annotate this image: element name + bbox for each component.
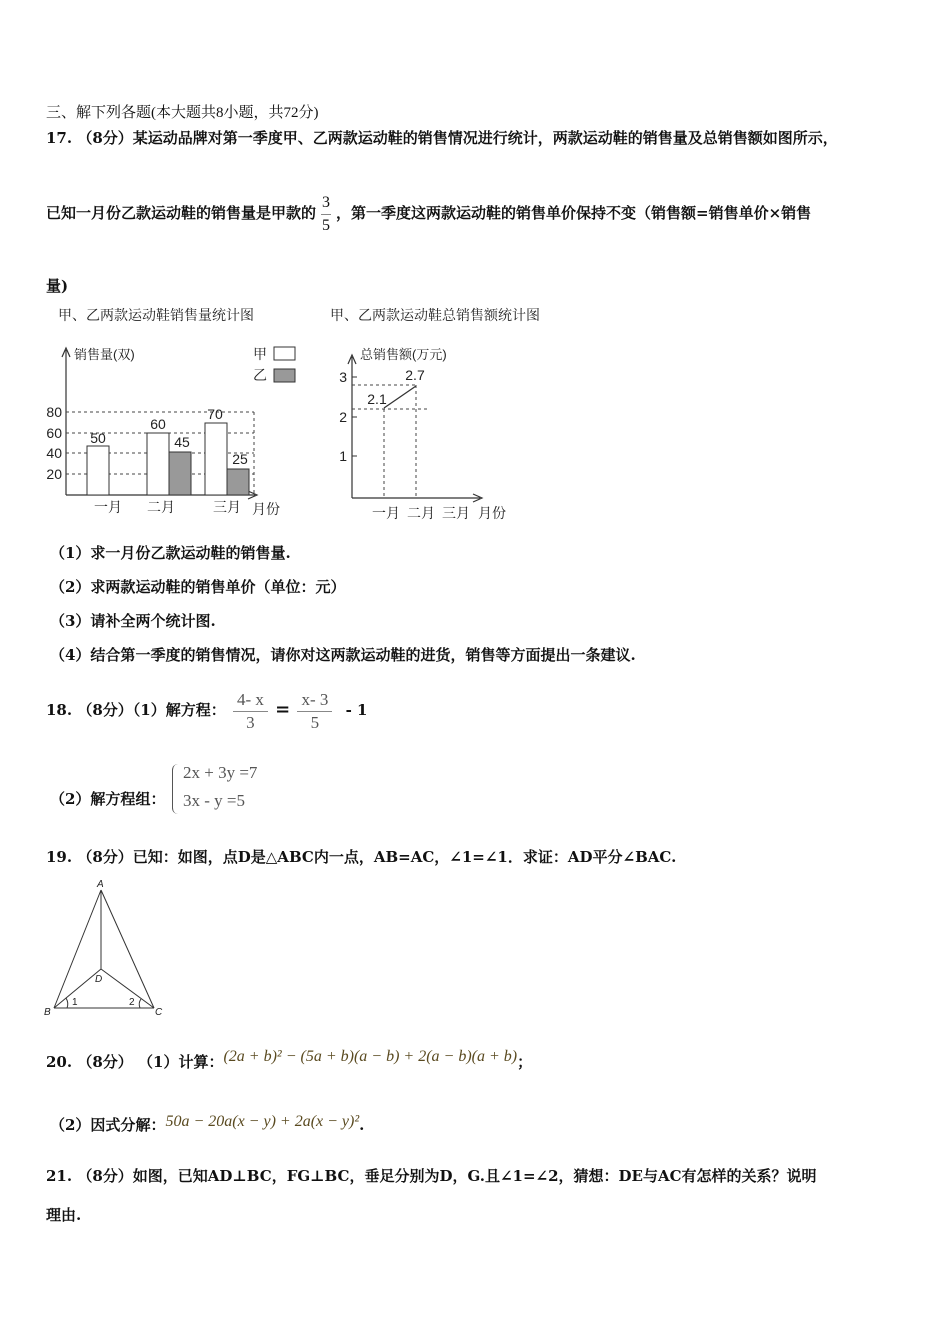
- xlabel-jan: 一月: [372, 505, 400, 521]
- q17-stem-line2: [46, 188, 811, 238]
- fraction-denominator: 3: [246, 712, 255, 732]
- fraction-numerator: x- 3: [301, 689, 329, 709]
- ytick-1: 1: [339, 448, 347, 464]
- vertex-label-d: D: [95, 974, 103, 985]
- xlabel-feb: 二月: [407, 505, 435, 521]
- line-chart-ylabel: 总销售额(万元): [360, 347, 447, 362]
- vertex-label-a: A: [97, 879, 104, 890]
- q20-part2-label: （2）因式分解：: [50, 1116, 166, 1134]
- bar-jan-jia: [87, 446, 109, 495]
- bar-mar-jia: [205, 423, 227, 495]
- system-eq-1: 2x + 3y =7: [183, 763, 258, 782]
- bar-feb-yi: [169, 452, 191, 495]
- vertex-label-c: C: [155, 1007, 163, 1018]
- q18-points: （8分）: [77, 701, 133, 719]
- q20-number: 20.: [46, 1053, 73, 1071]
- label-feb-total: 2.7: [405, 367, 425, 383]
- line-chart-xlabel: 月份: [478, 505, 506, 521]
- legend-yi-swatch: [274, 369, 295, 382]
- angle-label-2: 2: [129, 997, 135, 1008]
- fraction-numerator: 4- x: [236, 689, 264, 709]
- q17-sub-2: （2）求两款运动鞋的销售单价（单位：元）: [50, 578, 346, 596]
- bar-mar-yi: [227, 469, 249, 495]
- q18-number: 18.: [46, 701, 73, 719]
- q18-part2-label: （2）解方程组：: [50, 790, 166, 808]
- xlabel-jan: 一月: [94, 499, 122, 515]
- label-jan-total: 2.1: [367, 391, 387, 407]
- q20-part2: [50, 1115, 364, 1136]
- label-mar-yi: 25: [232, 451, 248, 467]
- legend-yi-label: 乙: [253, 367, 267, 383]
- q20-part1-end: ；: [517, 1053, 533, 1071]
- q20-points: （8分）: [77, 1053, 133, 1071]
- ytick-80: 80: [46, 404, 62, 420]
- q20-part1-expression: (2a + b)² − (5a + b)(a − b) + 2(a − b)(a + b): [223, 1048, 518, 1065]
- q19-text: 19. （8分）已知：如图，点D是△ABC内一点，AB=AC，∠1=∠1．求证：AD平分∠BAC.: [46, 848, 677, 866]
- q18-tail: - 1: [345, 701, 368, 719]
- legend-jia-label: 甲: [253, 346, 267, 362]
- bar-chart-sales-volume: [40, 300, 310, 530]
- q18-equals: =: [275, 699, 291, 720]
- fraction-numerator: 3: [322, 193, 331, 211]
- q19-triangle-figure: [40, 872, 180, 1022]
- q18-part1: [46, 680, 368, 740]
- q17-sub-3: （3）请补全两个统计图.: [50, 612, 216, 630]
- bar-feb-jia: [147, 433, 169, 495]
- label-mar-jia: 70: [207, 406, 223, 422]
- q20-part2-expression: 50a − 20a(x − y) + 2a(x − y)²: [165, 1113, 360, 1130]
- bar-chart-ylabel: 销售量(双): [74, 347, 135, 362]
- line-series-total-sales: [384, 386, 416, 408]
- q20-part1: [46, 1048, 533, 1073]
- q17-stem-before-fraction: 已知一月份乙款运动鞋的销售量是甲款的: [46, 204, 317, 222]
- label-jan-jia: 50: [90, 430, 106, 446]
- q17-stem-text: 某运动品牌对第一季度甲、乙两款运动鞋的销售情况进行统计，两款运动鞋的销售量及总销售额如图所示，: [132, 129, 838, 147]
- vertex-label-b: B: [44, 1007, 51, 1018]
- angle-label-1: 1: [72, 997, 78, 1008]
- section-title: 三、解下列各题(本大题共8小题，共72分): [46, 105, 319, 121]
- ytick-20: 20: [46, 466, 62, 482]
- xlabel-mar: 三月: [442, 505, 470, 521]
- q18-frac-right: [297, 689, 332, 734]
- label-feb-jia: 60: [150, 416, 166, 432]
- legend-jia-swatch: [274, 347, 295, 360]
- fraction-denominator: 5: [322, 216, 331, 234]
- fraction-denominator: 5: [310, 712, 320, 732]
- q20-part2-end: .: [359, 1116, 365, 1134]
- q20-part1-label: （1）计算：: [138, 1053, 224, 1071]
- system-eq-2: 3x - y =5: [183, 791, 245, 810]
- label-feb-yi: 45: [174, 434, 190, 450]
- q17-number: 17.: [46, 129, 73, 147]
- brace-icon: [172, 764, 179, 814]
- ytick-2: 2: [339, 409, 347, 425]
- line-chart-title: 甲、乙两款运动鞋总销售额统计图: [330, 307, 540, 323]
- bar-chart-xlabel: 月份: [252, 501, 280, 517]
- xlabel-mar: 三月: [213, 499, 241, 515]
- xlabel-feb: 二月: [147, 499, 175, 515]
- ytick-3: 3: [339, 369, 347, 385]
- q18-part1-label: （1）解方程：: [132, 701, 226, 719]
- ytick-40: 40: [46, 445, 62, 461]
- q17-stem-line3: 量): [46, 277, 69, 295]
- q21-line2: 理由.: [46, 1206, 82, 1224]
- line-chart-total-sales: [320, 300, 580, 530]
- q21-line1: 21. （8分）如图，已知AD⊥BC，FG⊥BC，垂足分别为D，G.且∠1=∠2，猜想：DE与AC有怎样的关系？说明: [46, 1167, 817, 1185]
- q17-stem-line1: [46, 128, 838, 148]
- q17-points: （8分）: [77, 129, 133, 147]
- q18-frac-left: [233, 689, 268, 734]
- bar-chart-title: 甲、乙两款运动鞋销售量统计图: [58, 307, 254, 323]
- q17-stem-after-fraction: ，第一季度这两款运动鞋的销售单价保持不变（销售额=销售单价×销售: [336, 204, 812, 222]
- q17-sub-4: （4）结合第一季度的销售情况，请你对这两款运动鞋的进货，销售等方面提出一条建议.: [50, 646, 636, 664]
- q17-fraction: [318, 192, 334, 237]
- q18-equation-system: [172, 762, 292, 818]
- ytick-60: 60: [46, 425, 62, 441]
- q17-sub-1: （1）求一月份乙款运动鞋的销售量.: [50, 544, 291, 562]
